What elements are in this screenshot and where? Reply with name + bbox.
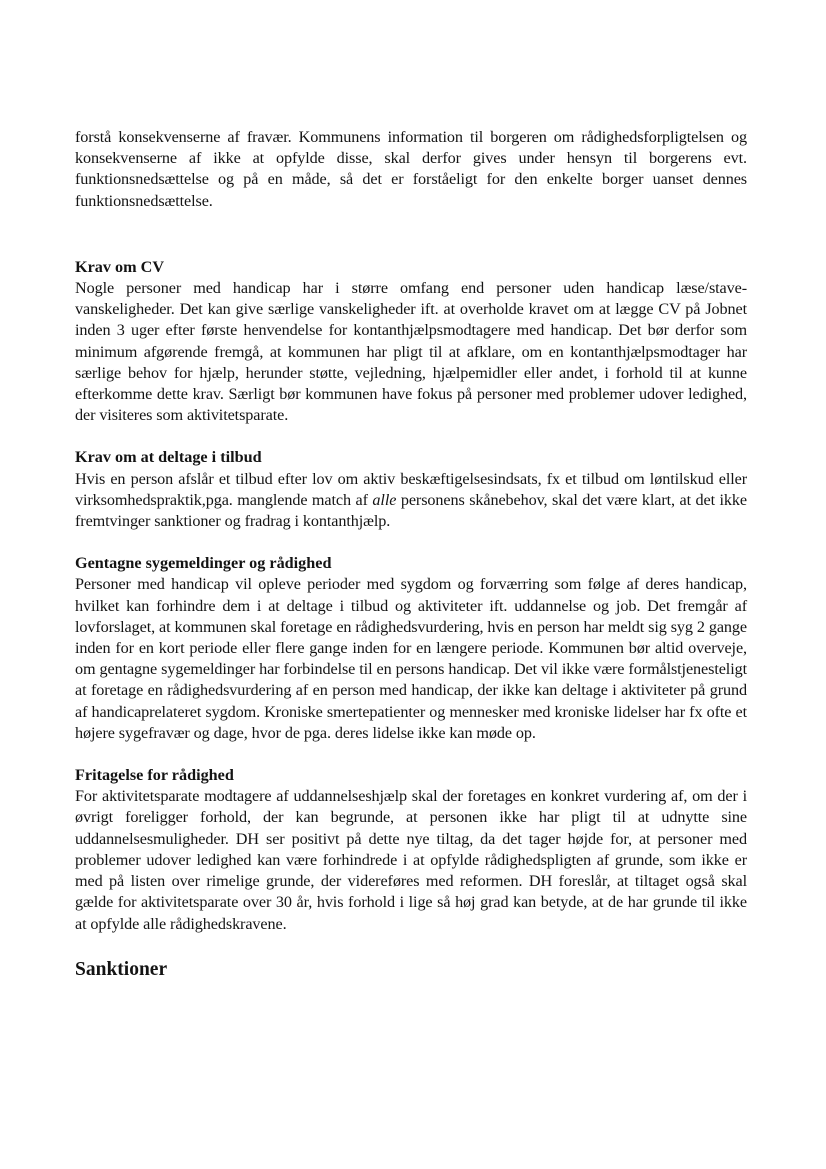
section-heading: Krav om at deltage i tilbud bbox=[75, 448, 262, 467]
intro-paragraph: forstå konsekvenserne af fravær. Kommunens information til borgeren om rådighedsforpligtelsen og konsekvenserne af ikke at opfylde disse, skal derfor gives under hensyn til borgerens evt. funktionsnedsættelse og på en måde, så det er forståeligt for den enkelte borger uanset dennes funktionsnedsættelse. bbox=[75, 128, 747, 210]
section-heading: Gentagne sygemeldinger og rådighed bbox=[75, 554, 332, 573]
sanktioner-heading: Sanktioner bbox=[75, 958, 168, 980]
paragraph-text: Hvis en person afslår et tilbud efter lov om aktiv beskæftigelsesindsats, fx et tilbud om løntilskud eller virksomhedspraktik,pga. manglende match af bbox=[75, 469, 747, 509]
section-heading: Fritagelse for rådighed bbox=[75, 766, 234, 785]
section-gentagne-sygemeldinger bbox=[75, 553, 747, 744]
paragraph-text: personens skånebehov, skal det være klart, at det ikke fremtvinger sanktioner og fradrag i kontanthjælp. bbox=[75, 490, 747, 531]
section-heading: Krav om CV bbox=[75, 257, 165, 276]
section-paragraph: Personer med handicap vil opleve perioder med sygdom og forværring som følge af deres handicap, hvilket kan forhindre dem i at deltage i tilbud og aktiviteter ift. uddannelse og job. Det fremgår af lovforslaget, at kommunen skal foretage en rådighedsvurdering, hvis en person har meldt sig syg 2 gange inden for en kort periode eller flere gange inden for en længere periode. Kommunen bør altid overveje, om gentagne sygemeldinger har forbindelse til en persons handicap. Det vil ikke være formålstjenesteligt at foretage en rådighedsvurdering af en person med handicap, der ikke kan deltage i aktiviteter på grund af handicaprelateret sygdom. Kroniske smertepatienter og mennesker med kroniske lidelser har fx ofte et højere sygefravær og dage, hvor de pga. deres lidelse ikke kan møde op. bbox=[75, 575, 747, 742]
section-krav-om-cv bbox=[75, 257, 747, 427]
emphasis-text: alle bbox=[372, 490, 397, 509]
section-paragraph: For aktivitetsparate modtagere af uddannelseshjælp skal der foretages en konkret vurdering af, om der i øvrigt foreligger forhold, der kan begrunde, at personen ikke har pligt til at udnytte sine uddannelsesmuligheder. DH ser positivt på dette nye tiltag, da det tager højde for, at personer med problemer udover ledighed kan være forhindrede i at opfylde rådighedspligten af grunde, som ikke er med på listen over rimelige grunde, der videreføres med reformen. DH foreslår, at tiltaget også skal gælde for aktivitetsparate over 30 år, hvis forhold i lige så høj grad kan betyde, at de har grunde til ikke at opfylde alle rådighedskravene. bbox=[75, 787, 747, 933]
section-paragraph bbox=[75, 469, 747, 533]
section-krav-om-tilbud bbox=[75, 447, 747, 532]
section-fritagelse bbox=[75, 765, 747, 935]
section-paragraph: Nogle personer med handicap har i større omfang end personer uden handicap læse/stave-vanskeligheder. Det kan give særlige vanskeligheder ift. at overholde kravet om at lægge CV på Jobnet inden 3 uger efter første henvendelse for kontanthjælpsmodtagere med handicap. Det bør derfor som minimum afgørende fremgå, at kommunen har pligt til at afklare, om en kontanthjælpsmodtager har særlige behov for hjælp, herunder støtte, vejledning, hjælpemidler eller andet, i forhold til at kunne efterkomme dette krav. Særligt bør kommunen have fokus på personer med problemer udover ledighed, der visiteres som aktivitetsparate. bbox=[75, 279, 747, 425]
document-body bbox=[75, 127, 747, 983]
